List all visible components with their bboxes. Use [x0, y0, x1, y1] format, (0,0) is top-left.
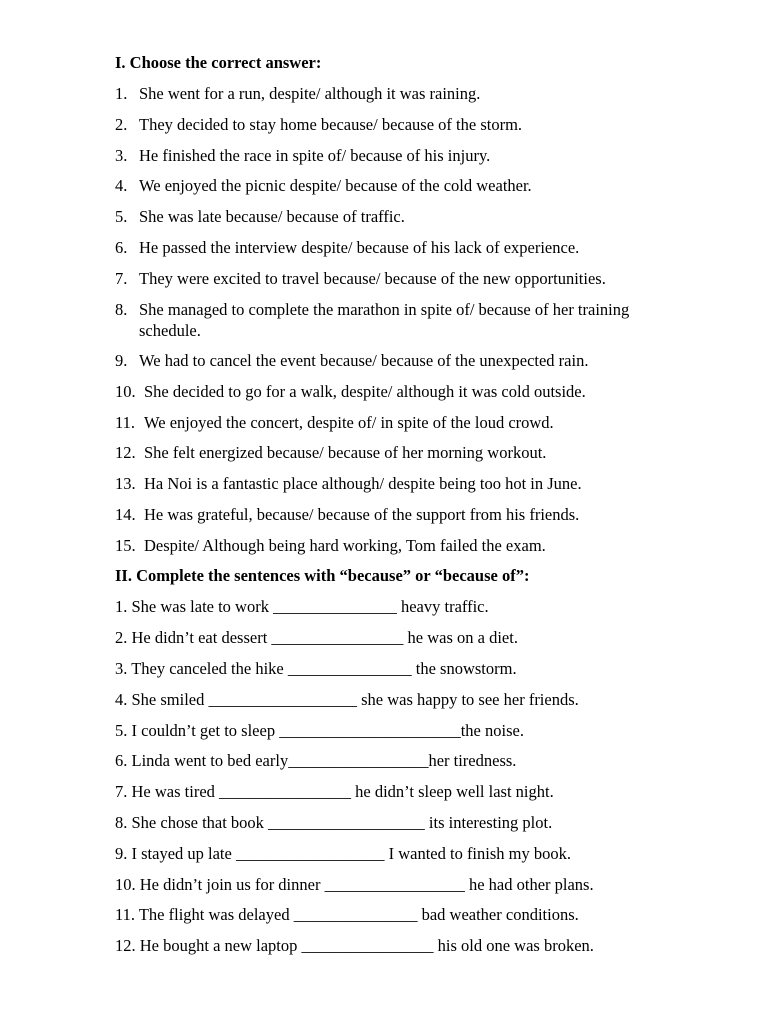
section1-heading: I. Choose the correct answer:: [115, 53, 322, 72]
list-item: 12. He bought a new laptop ________________ his old one was broken.: [115, 936, 594, 955]
list-item: 4. We enjoyed the picnic despite/ because of the cold weather.: [115, 176, 532, 195]
list-item: 3. He finished the race in spite of/ because of his injury.: [115, 146, 491, 165]
list-item: 10. He didn’t join us for dinner _________________ he had other plans.: [115, 875, 594, 894]
list-item: 1. She went for a run, despite/ although it was raining.: [115, 84, 481, 103]
list-item: 11. We enjoyed the concert, despite of/ in spite of the loud crowd.: [115, 413, 554, 432]
list-item: 4. She smiled __________________ she was happy to see her friends.: [115, 690, 579, 709]
list-item: 15. Despite/ Although being hard working, Tom failed the exam.: [115, 536, 546, 555]
list-item: 6. He passed the interview despite/ because of his lack of experience.: [115, 238, 580, 257]
list-item: 8. She chose that book ___________________ its interesting plot.: [115, 813, 553, 832]
list-item: 2. He didn’t eat dessert ________________ he was on a diet.: [115, 628, 518, 647]
list-item: 8. She managed to complete the marathon in spite of/ because of her training schedule.: [115, 300, 630, 340]
list-item: 5. She was late because/ because of traffic.: [115, 207, 405, 226]
list-item: 14. He was grateful, because/ because of the support from his friends.: [115, 505, 580, 524]
section2-heading: II. Complete the sentences with “because” or “because of”:: [115, 566, 530, 585]
list-item: 2. They decided to stay home because/ because of the storm.: [115, 115, 523, 134]
list-item: 3. They canceled the hike _______________ the snowstorm.: [115, 659, 517, 678]
list-item: 9. I stayed up late __________________ I wanted to finish my book.: [115, 844, 571, 863]
list-item: 13. Ha Noi is a fantastic place although/ despite being too hot in June.: [115, 474, 582, 493]
list-item: 11. The flight was delayed _______________ bad weather conditions.: [115, 905, 579, 924]
list-item: 1. She was late to work _______________ heavy traffic.: [115, 597, 489, 616]
list-item: 7. He was tired ________________ he didn’t sleep well last night.: [115, 782, 554, 801]
list-item: 10. She decided to go for a walk, despite/ although it was cold outside.: [115, 382, 586, 401]
list-item: 12. She felt energized because/ because of her morning workout.: [115, 443, 547, 462]
list-item: 6. Linda went to bed early_________________her tiredness.: [115, 751, 517, 770]
list-item: 5. I couldn’t get to sleep ______________________the noise.: [115, 721, 524, 740]
list-item: 9. We had to cancel the event because/ because of the unexpected rain.: [115, 351, 589, 370]
list-item: 7. They were excited to travel because/ because of the new opportunities.: [115, 269, 606, 288]
